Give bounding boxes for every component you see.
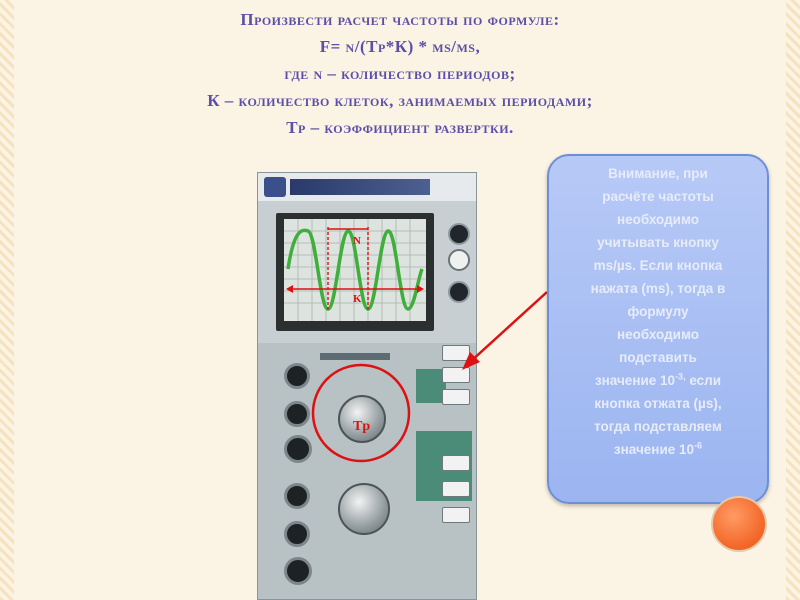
callout-line-5: ms/µs. Если кнопка: [593, 258, 723, 273]
callout-line-10-text: значение 10: [594, 373, 676, 388]
callout-text: [555, 162, 761, 461]
title-line-4: К – количество клеток, занимаемых периодами;: [207, 91, 593, 110]
callout-line-6: нажата (ms), тогда в: [590, 281, 726, 296]
annotation-overlay: [258, 173, 476, 599]
title-line-2: F= n/(Tр*К) * ms/ms,: [319, 37, 481, 56]
callout-line-3: необходимо: [616, 212, 700, 227]
callout-line-13-text: значение 10: [613, 442, 695, 457]
callout-line-7: формулу: [627, 304, 689, 319]
callout-line-1: Внимание, при: [608, 166, 708, 181]
callout-line-2: расчёте частоты: [602, 189, 714, 204]
tr-label: Tр: [353, 419, 371, 434]
callout-line-4: учитывать кнопку: [597, 235, 719, 250]
decorative-orange-circle: [711, 496, 767, 552]
slide-title: [0, 6, 800, 141]
callout-line-10-tail: если: [685, 373, 722, 388]
callout-arrow: [470, 292, 547, 362]
sweep-highlight-circle: [313, 365, 409, 461]
attention-callout: [547, 154, 769, 504]
k-label: K: [353, 293, 362, 305]
callout-line-9: подставить: [619, 350, 697, 365]
callout-line-13-exponent: -6: [694, 440, 703, 451]
callout-line-8: необходимо: [616, 327, 700, 342]
callout-line-10-exponent: -3,: [675, 371, 686, 382]
callout-line-11: кнопка отжата (µs),: [594, 396, 722, 411]
callout-line-10: [555, 369, 761, 392]
n-label: N: [353, 235, 361, 247]
callout-line-13: [555, 438, 761, 461]
oscilloscope-photo: [257, 172, 477, 600]
callout-line-12: тогда подставляем: [594, 419, 722, 434]
title-line-5: Tр – коэффициент развертки.: [286, 118, 514, 137]
title-line-3: где n – количество периодов;: [284, 64, 516, 83]
title-line-1: Произвести расчет частоты по формуле:: [240, 10, 560, 29]
